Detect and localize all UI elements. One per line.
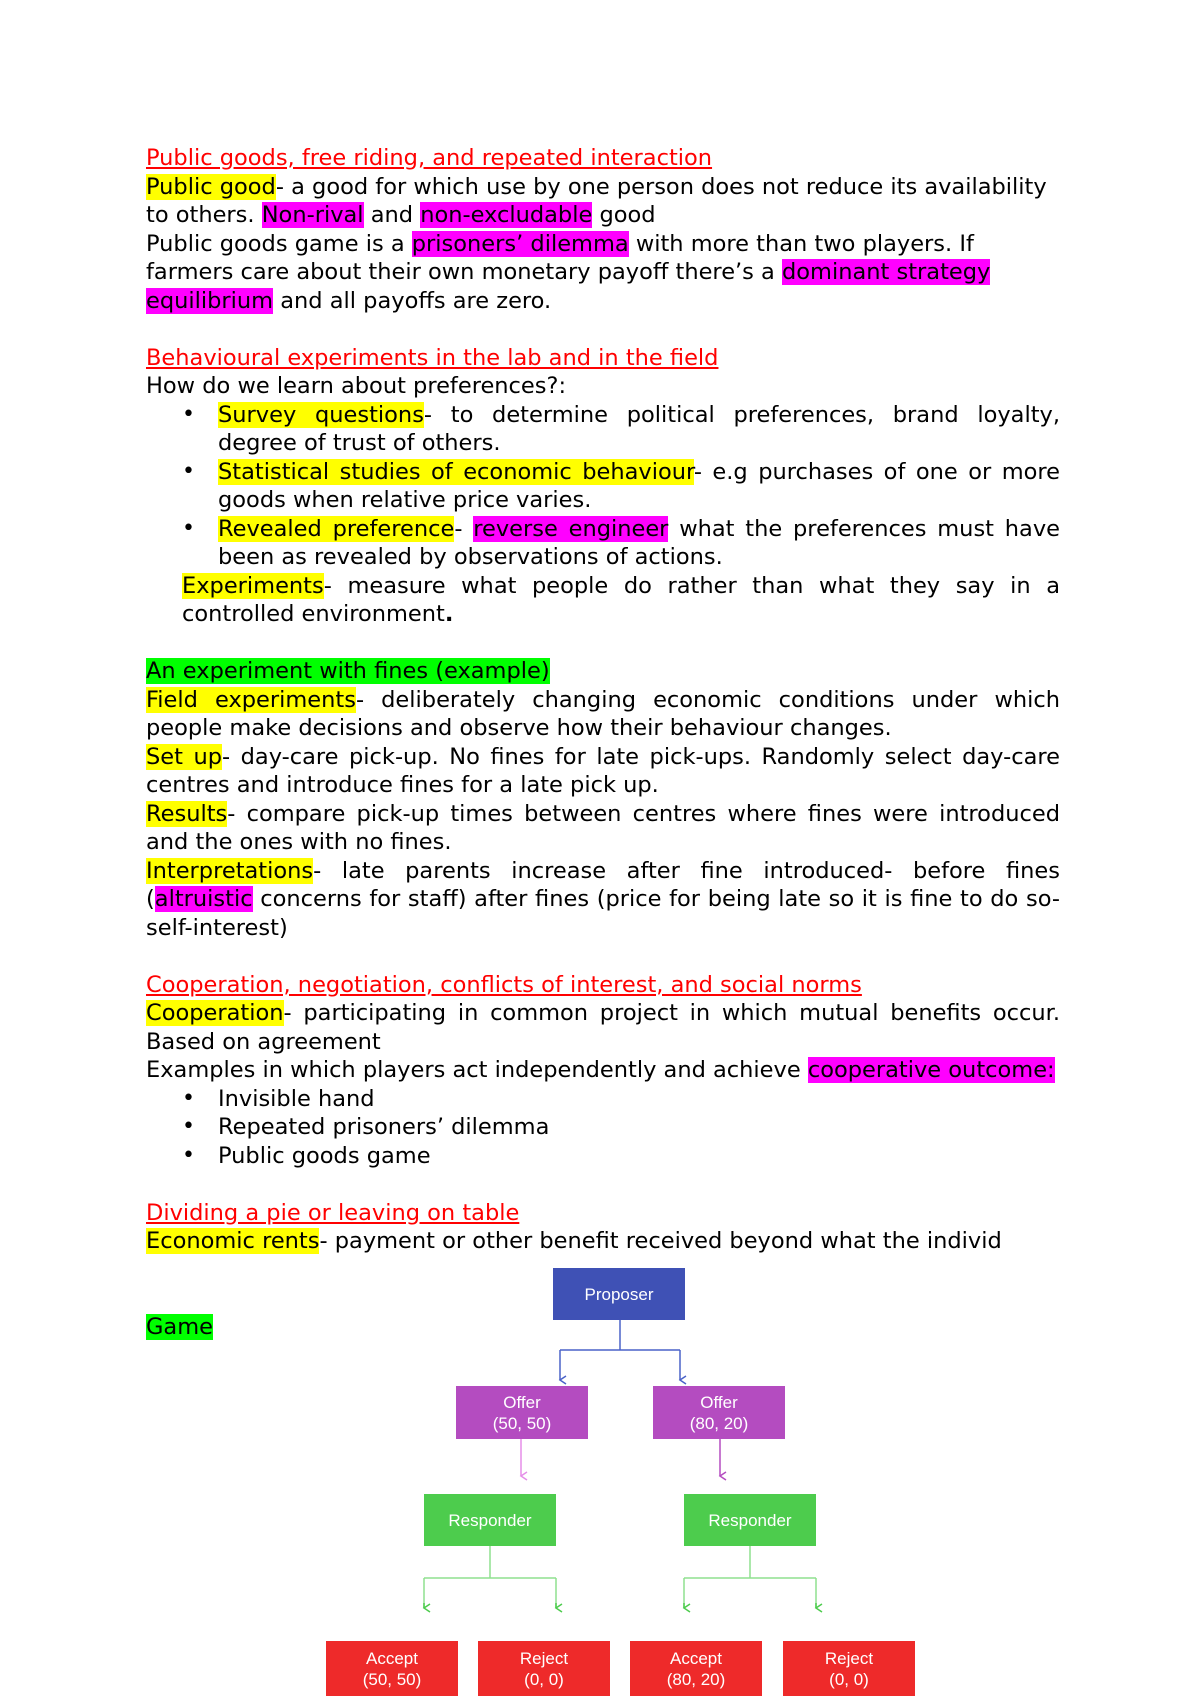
outcome-value: (80, 20) bbox=[666, 1669, 726, 1689]
list-item bbox=[218, 458, 1060, 515]
heading-cooperation: Cooperation, negotiation, conflicts of interest, and social norms bbox=[146, 971, 862, 998]
heading-experiment-fines bbox=[146, 657, 1060, 686]
text: - late parents increase after fine introduced- before fines ( bbox=[146, 857, 1060, 912]
paragraph-set-up bbox=[146, 743, 1060, 800]
offer-value: (50, 50) bbox=[492, 1413, 552, 1433]
responder-node-right bbox=[684, 1494, 816, 1546]
paragraph-interpretations bbox=[146, 857, 1060, 943]
list-item bbox=[218, 515, 1060, 572]
heading-public-goods: Public goods, free riding, and repeated interaction bbox=[146, 145, 713, 171]
text: Examples in which players act independently and achieve bbox=[146, 1057, 808, 1083]
outcome-value: (0, 0) bbox=[524, 1669, 564, 1689]
term-survey-questions: Survey questions bbox=[218, 401, 424, 428]
offer-title: Offer bbox=[503, 1392, 541, 1412]
list-item: • Invisible hand bbox=[218, 1085, 1060, 1114]
offer-node-right bbox=[653, 1386, 785, 1439]
responder-label: Responder bbox=[708, 1510, 792, 1530]
document-body bbox=[146, 144, 1060, 1341]
list-item: • Public goods game bbox=[218, 1142, 1060, 1171]
outcome-node bbox=[783, 1641, 915, 1696]
outcome-node bbox=[326, 1641, 458, 1696]
list-item: • Repeated prisoners’ dilemma bbox=[218, 1113, 1060, 1142]
term-altruistic: altruistic bbox=[154, 886, 253, 912]
term-revealed-preference: Revealed preference bbox=[218, 515, 455, 542]
term-dominant-strategy: dominant strategy equilibrium bbox=[146, 259, 991, 314]
term-interpretations: Interpretations bbox=[146, 857, 314, 884]
text: - measure what people do rather than what they say in a controlled environment bbox=[182, 572, 1060, 627]
text: - deliberately changing economic conditions under which people make decisions and observe how their behaviour changes. bbox=[146, 686, 1061, 741]
text: - payment or other benefit received beyond what the individ bbox=[319, 1228, 1002, 1254]
responder-label: Responder bbox=[448, 1510, 532, 1530]
diagram-connectors bbox=[320, 1268, 920, 1698]
offer-title: Offer bbox=[700, 1392, 738, 1412]
heading-dividing-pie: Dividing a pie or leaving on table bbox=[146, 1199, 520, 1226]
term-non-rival: Non-rival bbox=[261, 202, 364, 228]
proposer-label: Proposer bbox=[584, 1284, 654, 1304]
text: - compare pick-up times between centres where fines were introduced and the ones with no fines. bbox=[146, 800, 1060, 855]
proposer-node bbox=[553, 1268, 685, 1320]
cooperation-examples-list bbox=[146, 1085, 1060, 1171]
term-experiments: Experiments bbox=[182, 572, 324, 599]
text: - day-care pick-up. No fines for late pick-ups. Randomly select day-care centres and introduce fines for a late pick up. bbox=[146, 743, 1060, 798]
paragraph-preferences-intro: How do we learn about preferences?: bbox=[146, 373, 567, 399]
outcome-value: (0, 0) bbox=[829, 1669, 869, 1689]
outcome-title: Reject bbox=[824, 1648, 874, 1668]
term-cooperation: Cooperation bbox=[146, 1000, 284, 1026]
term-prisoners-dilemma: prisoners’ dilemma bbox=[411, 230, 629, 257]
text: - participating in common project in which mutual benefits occur. Based on agreement bbox=[146, 1000, 1060, 1055]
paragraph-results bbox=[146, 800, 1060, 857]
outcome-node bbox=[478, 1641, 610, 1696]
text: - e.g purchases of one or more goods when relative price varies. bbox=[218, 458, 1060, 513]
offer-value: (80, 20) bbox=[689, 1413, 749, 1433]
paragraph-field-experiments bbox=[146, 686, 1060, 743]
ultimatum-game-diagram bbox=[320, 1268, 920, 1698]
text: Public goods game is a bbox=[146, 230, 412, 257]
term-non-excludable: non-excludable bbox=[420, 202, 593, 228]
outcome-value: (50, 50) bbox=[362, 1669, 422, 1689]
text: what the preferences must have been as revealed by observations of actions. bbox=[218, 515, 1060, 570]
paragraph-public-good bbox=[146, 173, 1060, 230]
text: concerns for staff) after fines (price for being late so it is fine to do so- self-interest) bbox=[146, 886, 1060, 941]
preferences-list bbox=[146, 401, 1060, 572]
text: and bbox=[363, 202, 421, 228]
offer-node-left bbox=[456, 1386, 588, 1439]
paragraph-examples bbox=[146, 1056, 1060, 1085]
term-reverse-engineer: reverse engineer bbox=[473, 515, 669, 542]
term-results: Results bbox=[146, 800, 228, 827]
text: - bbox=[454, 515, 474, 542]
outcome-title: Reject bbox=[519, 1648, 569, 1668]
outcome-title: Accept bbox=[670, 1648, 722, 1668]
term-public-good: Public good bbox=[146, 173, 276, 200]
text: - a good for which use by one person does not reduce its availability to others. bbox=[146, 173, 1047, 228]
heading-behavioural-experiments: Behavioural experiments in the lab and in the field bbox=[146, 344, 719, 371]
paragraph-experiments bbox=[146, 572, 1060, 629]
text: . bbox=[444, 601, 454, 627]
text: - to determine political preferences, brand loyalty, degree of trust of others. bbox=[218, 401, 1060, 456]
term-set-up: Set up bbox=[146, 743, 222, 770]
paragraph-economic-rents-text bbox=[146, 1227, 1060, 1256]
text: and all payoffs are zero. bbox=[273, 287, 552, 314]
outcome-title: Accept bbox=[366, 1648, 418, 1668]
list-item bbox=[218, 401, 1060, 458]
outcome-node bbox=[630, 1641, 762, 1696]
responder-node-left bbox=[424, 1494, 556, 1546]
term-field-experiments: Field experiments bbox=[146, 686, 356, 713]
text: with more than two players. If farmers care about their own monetary payoff there’s a bbox=[146, 230, 974, 285]
term-statistical-studies: Statistical studies of economic behaviour bbox=[218, 458, 694, 485]
paragraph-cooperation bbox=[146, 999, 1060, 1056]
label-game-text: Game bbox=[146, 1313, 213, 1340]
paragraph-public-goods-game bbox=[146, 230, 1060, 316]
heading-text: An experiment with fines (example) bbox=[146, 658, 550, 684]
term-economic-rents: Economic rents bbox=[146, 1228, 320, 1254]
term-cooperative-outcome: cooperative outcome: bbox=[807, 1057, 1055, 1083]
text: good bbox=[592, 202, 656, 228]
